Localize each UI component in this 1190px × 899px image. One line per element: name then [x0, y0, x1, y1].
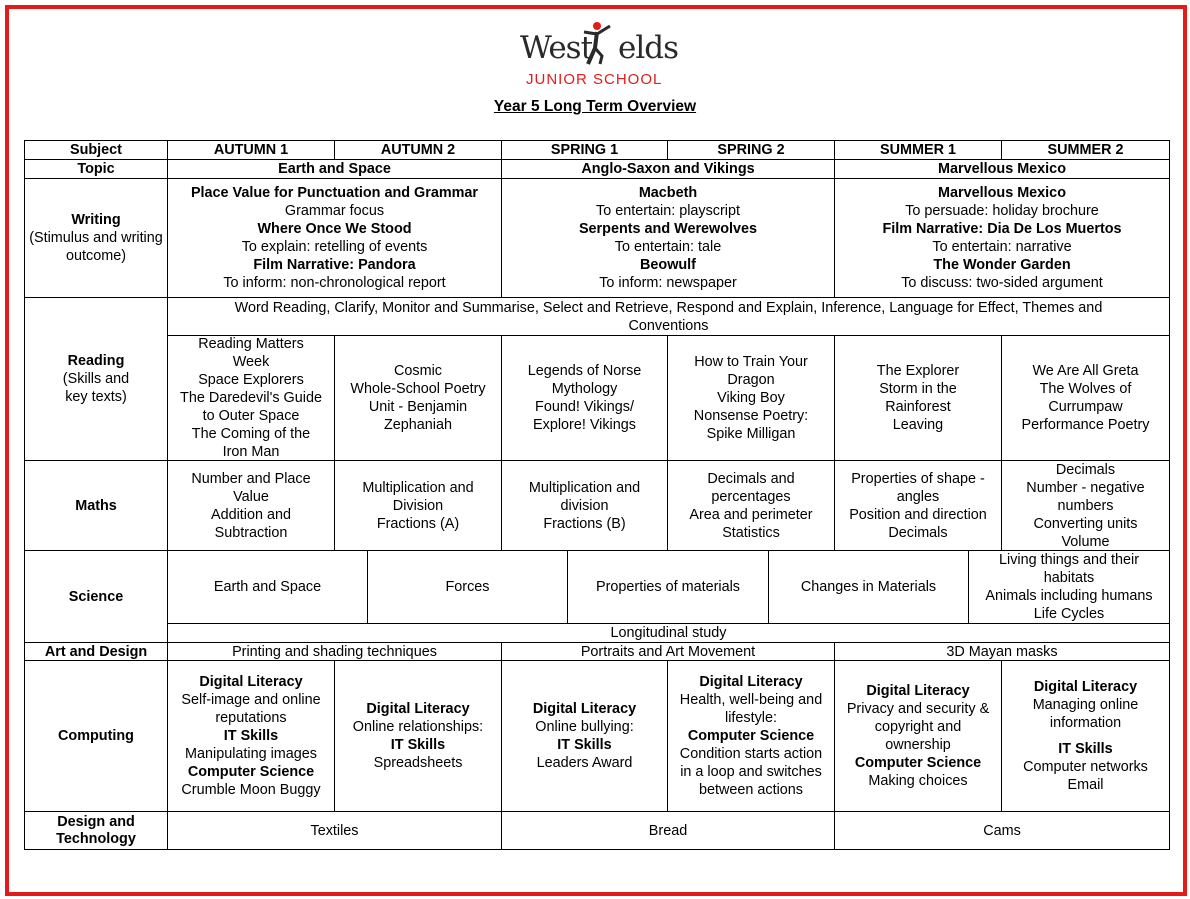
cell-text: Area and perimeter [689, 506, 813, 523]
cell-text: Marvellous Mexico [938, 185, 1066, 201]
cell-text: To inform: newspaper [599, 275, 737, 291]
dt-autumn [167, 811, 502, 850]
cell-text: Digital Literacy [1033, 679, 1138, 695]
art-autumn [167, 642, 502, 661]
row-label-art [24, 642, 168, 661]
cell-text: AUTUMN 2 [380, 142, 456, 158]
cell-text: Online bullying: [535, 719, 634, 735]
cell-text: Digital Literacy [866, 683, 970, 699]
header-term [167, 140, 335, 160]
cell-text: Crumble Moon Buggy [181, 782, 321, 798]
computing-cell [334, 660, 502, 812]
cell-text: Cosmic [394, 363, 442, 379]
science-cell [567, 550, 769, 624]
cell-text: Bread [648, 822, 688, 839]
header-term [667, 140, 835, 160]
cell-text: Manipulating images [185, 746, 317, 762]
cell-text: SPRING 2 [717, 142, 785, 158]
cell-text: key texts) [65, 389, 127, 405]
cell-text: 3D Mayan masks [946, 643, 1058, 660]
cell-text: Leaders Award [536, 755, 633, 771]
cell-text: The Coming of the Iron Man [191, 426, 311, 460]
writing-summer [834, 178, 1170, 298]
cell-text: Position and direction [849, 506, 987, 523]
art-spring [501, 642, 835, 661]
cell-text: Living things and their habitats [999, 552, 1139, 586]
cell-text: IT Skills [390, 737, 446, 753]
cell-text: Changes in Materials [800, 579, 937, 595]
cell-text: Legends of Norse Mythology [527, 363, 642, 397]
cell-text: Nonsense Poetry: Spike Milligan [693, 408, 809, 442]
cell-text: Grammar focus [284, 203, 385, 219]
cell-text: Film Narrative: Dia De Los Muertos [882, 221, 1122, 237]
cell-text: Life Cycles [1033, 606, 1105, 622]
science-cell [167, 550, 368, 624]
cell-text: Anglo-Saxon and Vikings [581, 161, 755, 177]
cell-text: Portraits and Art Movement [580, 643, 756, 660]
cell-text: How to Train Your Dragon [694, 354, 808, 388]
cell-text: Whole-School Poetry Unit - Benjamin Zephaniah [350, 381, 486, 433]
cell-text: Decimals and percentages [707, 470, 795, 505]
cell-text: (Skills and [62, 371, 130, 387]
row-label-computing [24, 660, 168, 812]
cell-text: Maths [75, 497, 117, 514]
cell-text: Computer Science [854, 755, 982, 771]
cell-text: IT Skills [1058, 741, 1113, 757]
cell-text: Reading [67, 353, 125, 369]
logo-subtitle: JUNIOR SCHOOL [526, 71, 663, 88]
row-label-dt [24, 811, 168, 850]
reading-texts [501, 335, 668, 461]
row-label-maths [24, 460, 168, 551]
cell-text: Fractions (A) [376, 515, 460, 532]
cell-text: Digital Literacy [699, 674, 803, 690]
science-cell [768, 550, 969, 624]
cell-text: Health, well-being and lifestyle: [679, 692, 823, 726]
header-term [1001, 140, 1170, 160]
cell-text: Space Explorers [198, 372, 304, 388]
science-cell [968, 550, 1170, 624]
cell-text: Online relationships: [352, 719, 484, 735]
cell-text: Textiles [310, 822, 359, 839]
cell-text: Statistics [722, 524, 780, 541]
cell-text: Writing [71, 212, 121, 228]
cell-text: Found! Vikings/ Explore! Vikings [533, 399, 636, 433]
header-term [834, 140, 1002, 160]
cell-text: Condition starts action in a loop and switches between actions [679, 746, 823, 798]
topic-spring [501, 159, 835, 179]
cell-text: Longitudinal study [610, 625, 727, 641]
computing-cell [167, 660, 335, 812]
cell-text: To entertain: narrative [932, 239, 1072, 255]
cell-text: Email [1067, 777, 1104, 793]
reading-texts [167, 335, 335, 461]
maths-cell [667, 460, 835, 551]
cell-text: Digital Literacy [199, 674, 303, 690]
science-cell [367, 550, 568, 624]
topic-autumn [167, 159, 502, 179]
cell-text: AUTUMN 1 [213, 142, 289, 158]
school-logo [500, 24, 690, 94]
cell-text: Computing [58, 728, 134, 744]
cell-text: Decimals [1055, 461, 1116, 478]
cell-text: Properties of shape - angles [851, 470, 985, 505]
cell-text: Design and Technology [56, 813, 136, 847]
cell-text: The Daredevil's Guide to Outer Space [180, 390, 322, 424]
cell-text: Earth and Space [213, 579, 322, 595]
cell-text: Macbeth [638, 185, 698, 201]
cell-text: Word Reading, Clarify, Monitor and Summarise, Select and Retrieve, Respond and Explain, Inference, Language for Effect, Themes and Conventions [234, 299, 1103, 334]
reading-texts [1001, 335, 1170, 461]
cell-text: Reading Matters Week [198, 336, 304, 370]
cell-text: To persuade: holiday brochure [905, 203, 1099, 219]
cell-text: Viking Boy [717, 390, 785, 406]
maths-cell [167, 460, 335, 551]
cell-text: Serpents and Werewolves [578, 221, 758, 237]
cell-text: SUMMER 1 [880, 142, 956, 158]
cell-text: Addition and Subtraction [210, 506, 291, 541]
maths-cell [834, 460, 1002, 551]
cell-text: Properties of materials [596, 579, 740, 595]
cell-text: Multiplication and Division [362, 479, 474, 514]
cell-text: Forces [445, 579, 490, 595]
cell-text: Number - negative numbers [1026, 479, 1145, 514]
cell-text: Spreadsheets [373, 755, 463, 771]
cell-text: The Explorer [876, 363, 960, 379]
cell-text: Computer Science [187, 764, 315, 780]
cell-text: Multiplication and division [528, 479, 641, 514]
cell-text: Where Once We Stood [257, 221, 412, 237]
reading-texts [334, 335, 502, 461]
cell-text: To inform: non-chronological report [223, 275, 446, 291]
art-summer [834, 642, 1170, 661]
cell-text: Cams [983, 822, 1021, 839]
cell-text: To discuss: two-sided argument [901, 275, 1103, 291]
cell-text: Privacy and security & copyright and ownership [846, 701, 990, 753]
cell-text: Digital Literacy [366, 701, 470, 717]
cell-text: Science [68, 588, 124, 605]
header-subject [24, 140, 168, 160]
cell-text: The Wolves of Currumpaw [1039, 381, 1132, 415]
cell-text: Art and Design [44, 643, 148, 660]
cell-text: Converting units [1033, 515, 1138, 532]
cell-text: Digital Literacy [532, 701, 637, 717]
cell-text: We Are All Greta [1032, 363, 1139, 379]
row-label-science [24, 550, 168, 643]
dt-spring [501, 811, 835, 850]
dt-summer [834, 811, 1170, 850]
cell-text: Fractions (B) [543, 515, 626, 532]
cell-text: Managing online information [1032, 697, 1139, 731]
cell-text: Decimals [888, 524, 948, 541]
cell-text: Beowulf [640, 257, 696, 273]
cell-text: Place Value for Punctuation and Grammar [190, 185, 479, 201]
cell-text: Subject [70, 142, 122, 158]
cell-text: To explain: retelling of events [241, 239, 428, 255]
computing-cell [667, 660, 835, 812]
cell-text: IT Skills [557, 737, 612, 753]
computing-cell [501, 660, 668, 812]
cell-text: The Wonder Garden [933, 257, 1071, 273]
reading-texts [834, 335, 1002, 461]
reading-texts [667, 335, 835, 461]
cell-text: Storm in the Rainforest [879, 381, 957, 415]
writing-spring [501, 178, 835, 298]
cell-text: Volume [1061, 533, 1110, 550]
cell-text: SUMMER 2 [1047, 142, 1124, 158]
row-label-writing [24, 178, 168, 298]
reading-skills [167, 297, 1170, 336]
logo-wordmark: West elds [520, 30, 679, 66]
cell-text: Computer Science [687, 728, 815, 744]
cell-text: IT Skills [223, 728, 279, 744]
cell-text: Animals including humans [985, 588, 1153, 604]
overview-table [24, 140, 1169, 849]
cell-text: Self-image and online reputations [181, 692, 321, 726]
header-term [501, 140, 668, 160]
maths-cell [334, 460, 502, 551]
computing-cell [834, 660, 1002, 812]
cell-text: Printing and shading techniques [232, 643, 437, 660]
maths-cell [1001, 460, 1170, 551]
computing-cell [1001, 660, 1170, 812]
topic-summer [834, 159, 1170, 179]
cell-text: Performance Poetry [1021, 417, 1150, 433]
maths-cell [501, 460, 668, 551]
cell-text: Computer networks [1023, 759, 1148, 775]
page-title: Year 5 Long Term Overview [493, 98, 697, 115]
cell-text: To entertain: tale [614, 239, 722, 255]
row-label-topic [24, 159, 168, 179]
science-longitudinal [167, 623, 1170, 643]
cell-text: Making choices [868, 773, 968, 789]
row-label-reading [24, 297, 168, 461]
cell-text: Topic [77, 161, 115, 177]
cell-text: Film Narrative: Pandora [253, 257, 416, 273]
cell-text: SPRING 1 [550, 142, 619, 158]
cell-text: Marvellous Mexico [938, 161, 1066, 177]
cell-text: Number and Place Value [191, 470, 311, 505]
header-term [334, 140, 502, 160]
writing-autumn [167, 178, 502, 298]
cell-text: Earth and Space [278, 161, 391, 177]
logo-figure-icon [582, 20, 612, 66]
cell-text: (Stimulus and writing outcome) [29, 230, 163, 264]
cell-text: To entertain: playscript [596, 203, 740, 219]
cell-text: Leaving [892, 417, 944, 433]
